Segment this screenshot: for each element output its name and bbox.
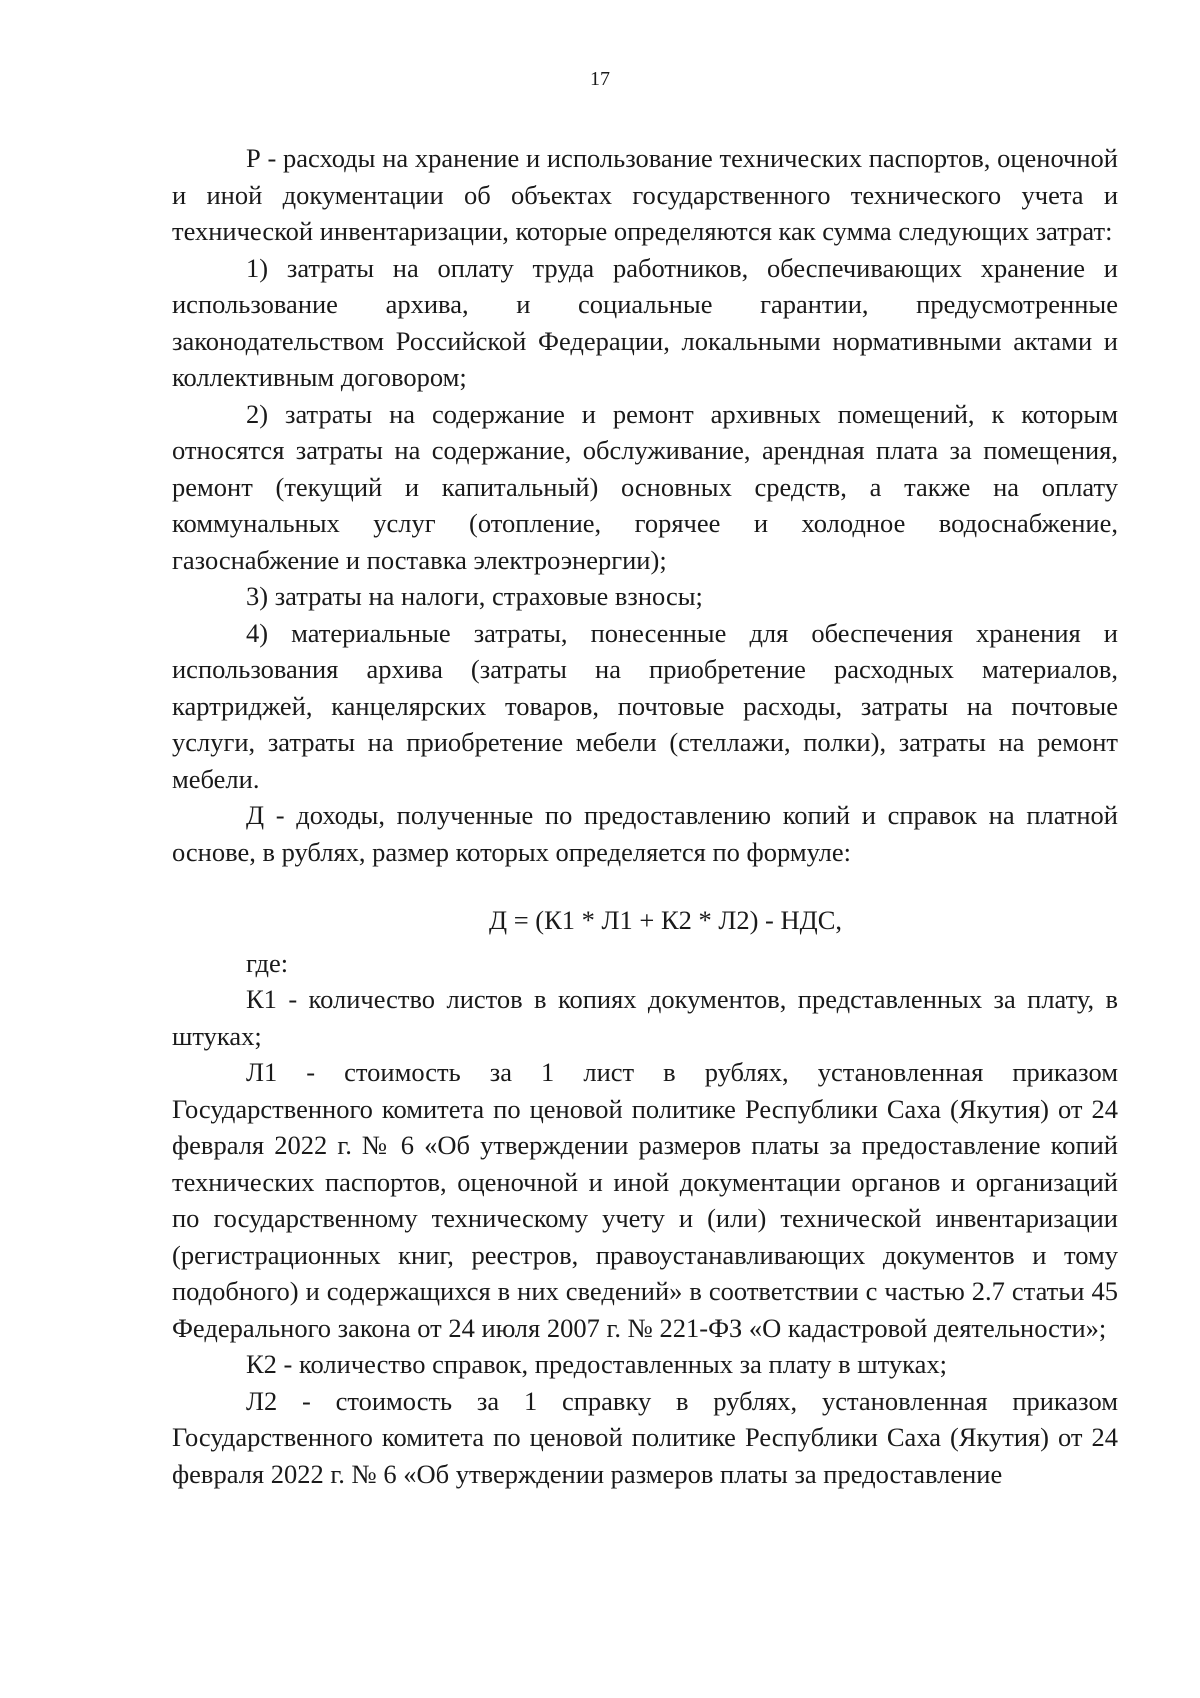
page-number: 17 bbox=[590, 68, 610, 90]
paragraph-k2: К2 - количество справок, предоставленных за плату в штуках; bbox=[246, 1349, 947, 1379]
list-item-2: 2) затраты на содержание и ремонт архивных помещений, к которым относятся затраты на содержание, обслуживание, арендная плата за помещения, ремонт (текущий и капитальный) основных средств, а также на оплату коммунальных услуг (отопление, горячее и холодное водоснабжение, газоснабжение и поставка электроэнергии); bbox=[172, 398, 1118, 575]
paragraph-l2: Л2 - стоимость за 1 справку в рублях, установленная приказом Государственного комитета по ценовой политике Республики Саха (Якутия) от 24 февраля 2022 г. № 6 «Об утверждении размеров платы за предоставление bbox=[172, 1385, 1118, 1489]
list-item-3: 3) затраты на налоги, страховые взносы; bbox=[246, 581, 703, 611]
paragraph-k1: К1 - количество листов в копиях документов, представленных за плату, в штуках; bbox=[172, 984, 1118, 1051]
paragraph-where: где: bbox=[246, 947, 289, 978]
list-item-4: 4) материальные затраты, понесенные для обеспечения хранения и использования архива (затраты на приобретение расходных материалов, картриджей, канцелярских товаров, почтовые расходы, затраты на почтовые услуги, затраты на приобретение мебели (стеллажи, полки), затраты на ремонт мебели. bbox=[172, 617, 1118, 794]
formula: Д = (К1 * Л1 + К2 * Л2) - НДС, bbox=[489, 905, 843, 935]
paragraph-r-definition: Р - расходы на хранение и использование технических паспортов, оценочной и иной документации об объектах государственного технического учета и технической инвентаризации, которые определяются как сумма следующих затрат: bbox=[172, 143, 1118, 246]
paragraph-l1: Л1 - стоимость за 1 лист в рублях, установленная приказом Государственного комитета по ценовой политике Республики Саха (Якутия) от 24 февраля 2022 г. № 6 «Об утверждении размеров платы за предоставление копий технических паспортов, оценочной и иной документации органов и организаций по государственному техническому учету и (или) технической инвентаризации (регистрационных книг, реестров, правоустанавливающих документов и тому подобного) и содержащихся в них сведений» в соответствии с частью 2.7 статьи 45 Федерального закона от 24 июля 2007 г. № 221-ФЗ «О кадастровой деятельности»; bbox=[172, 1057, 1118, 1343]
paragraph-d-definition: Д - доходы, полученные по предоставлению копий и справок на платной основе, в рублях, размер которых определяется по формуле: bbox=[172, 800, 1118, 867]
list-item-1: 1) затраты на оплату труда работников, обеспечивающих хранение и использование архива, и социальные гарантии, предусмотренные законодательством Российской Федерации, локальными нормативными актами и коллективным договором; bbox=[172, 252, 1118, 392]
document-body bbox=[172, 140, 1118, 1492]
